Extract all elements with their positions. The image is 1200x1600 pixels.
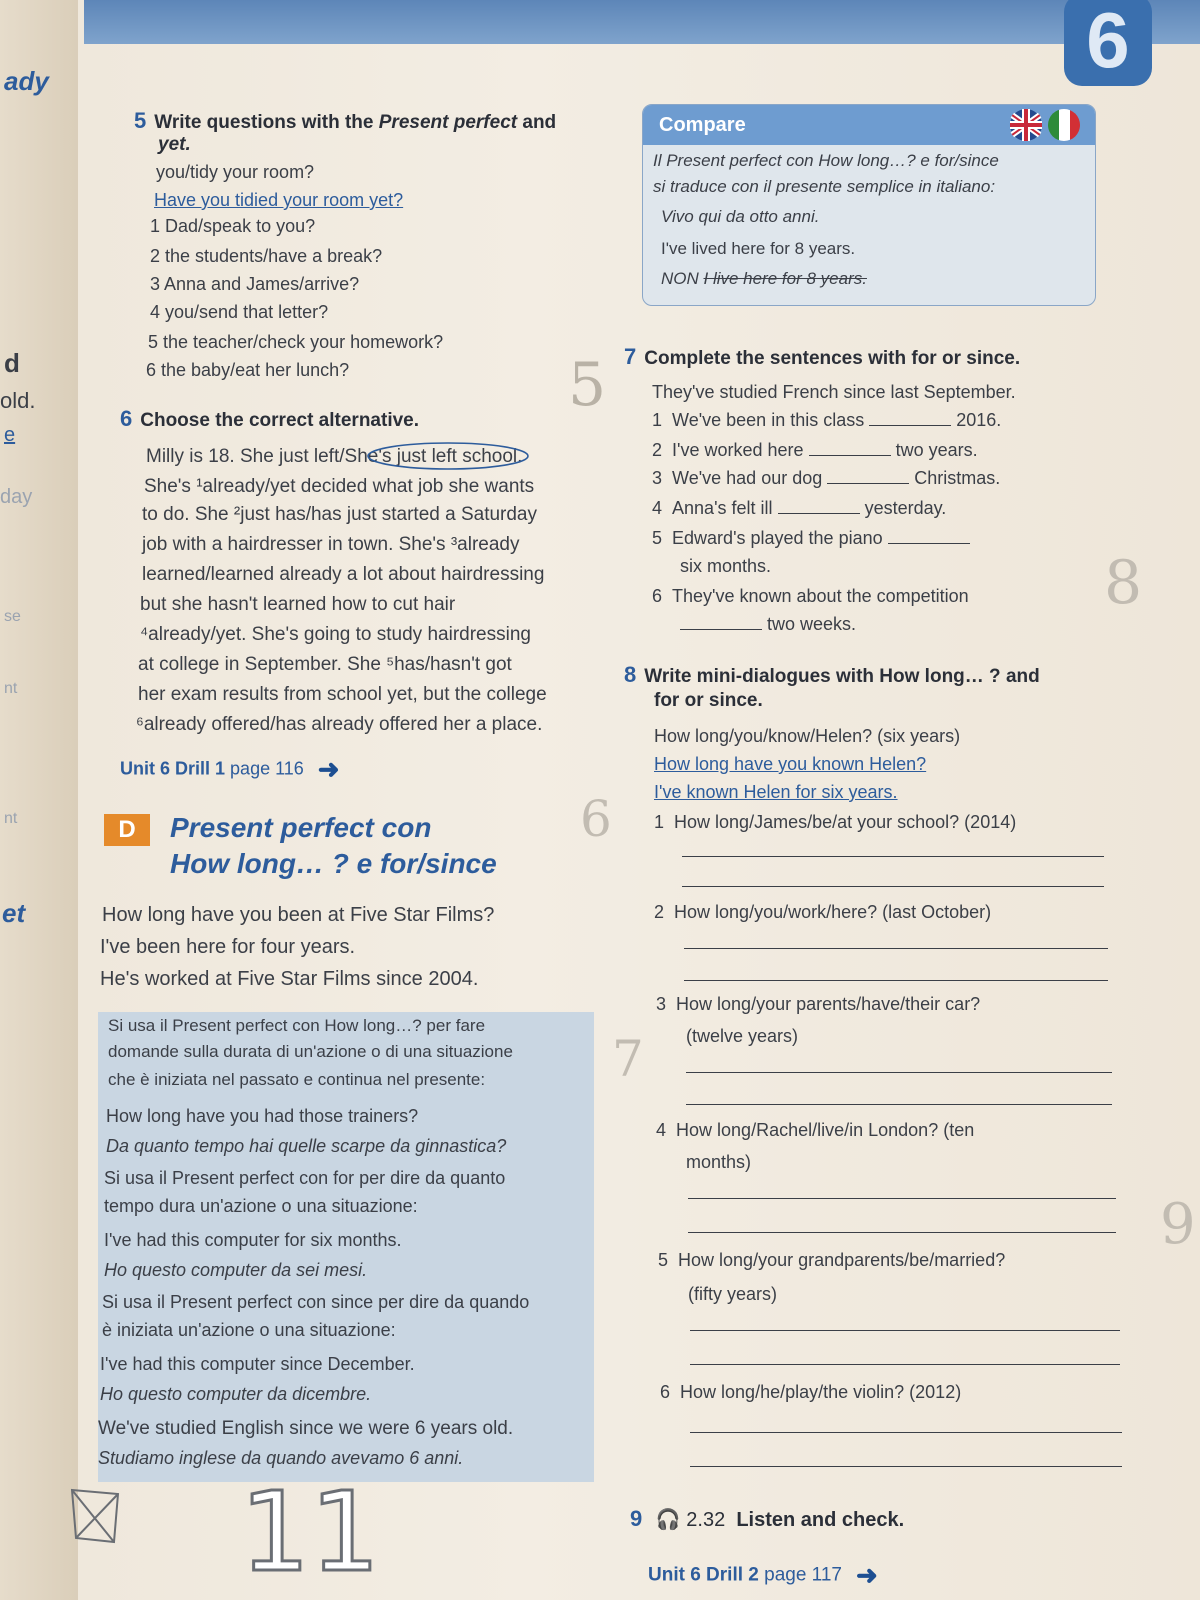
fill-blank — [869, 411, 951, 426]
section-d-title: Present perfect con — [170, 812, 432, 843]
margin-fragment: se — [4, 608, 21, 625]
exercise-5-title: 5 Write questions with the Present perfect and — [134, 108, 557, 133]
pencil-mark: 8 — [1104, 548, 1143, 618]
grammar-line: Si usa il Present perfect con for per dire da quanto — [104, 1168, 506, 1188]
ex7-item: 3 We've had our dog Christmas. — [652, 468, 1001, 488]
answer-line[interactable] — [688, 1198, 1116, 1199]
margin-fragment: ady — [4, 66, 49, 96]
compare-line: I've lived here for 8 years. — [661, 239, 856, 258]
answer-line[interactable] — [684, 980, 1108, 981]
answer-line[interactable] — [682, 886, 1104, 887]
ex8-item-cont: (twelve years) — [686, 1026, 799, 1046]
margin-fragment: et — [2, 898, 26, 928]
grammar-line: Ho questo computer da dicembre. — [100, 1384, 372, 1404]
answer-line[interactable] — [690, 1364, 1120, 1365]
ex7-item: 6 They've known about the competition — [652, 586, 969, 606]
answer-line[interactable] — [686, 1104, 1112, 1105]
compare-box — [642, 104, 1096, 306]
pencil-mark: 7 — [612, 1030, 644, 1088]
grammar-line: We've studied English since we were 6 years old. — [98, 1418, 514, 1439]
ex8-item: 1 How long/James/be/at your school? (2014) — [654, 812, 1017, 832]
margin-fragment: nt — [4, 680, 18, 697]
ex6-line: ⁶already offered/has already offered her a place. — [136, 714, 543, 735]
answer-line[interactable] — [690, 1466, 1122, 1467]
pencil-mark: 9 — [1160, 1192, 1196, 1257]
unit-badge: 6 — [1064, 0, 1152, 86]
grammar-line: Ho questo computer da sei mesi. — [104, 1260, 368, 1280]
answer-line[interactable] — [690, 1330, 1120, 1331]
ex7-item: 1 We've been in this class 2016. — [652, 410, 1002, 430]
answer-line[interactable] — [684, 948, 1108, 949]
exercise-8-title: 8 Write mini-dialogues with How long… ? and — [624, 662, 1040, 687]
answer-line[interactable] — [688, 1232, 1116, 1233]
exercise-5-title-cont: yet. — [158, 134, 191, 155]
grammar-line: domande sulla durata di un'azione o di una situazione — [108, 1042, 513, 1061]
exercise-7-title: 7 Complete the sentences with for or since. — [624, 344, 1021, 369]
pencil-mark: 6 — [580, 790, 612, 848]
ex6-line: at college in September. She ⁵has/hasn't got — [138, 654, 512, 675]
ex5-item: 3 Anna and James/arrive? — [150, 274, 360, 294]
uk-flag-icon — [1009, 108, 1043, 142]
grammar-line: tempo dura un'azione o una situazione: — [104, 1196, 418, 1216]
answer-line[interactable] — [682, 856, 1104, 857]
ex7-item-cont: two weeks. — [680, 614, 856, 635]
grammar-line: Si usa il Present perfect con since per dire da quando — [102, 1292, 530, 1312]
ex7-item: 5 Edward's played the piano — [652, 528, 970, 549]
ex7-item: 4 Anna's felt ill yesterday. — [652, 498, 947, 518]
ex8-item: 3 How long/your parents/have/their car? — [656, 994, 981, 1014]
section-d-badge: D — [104, 814, 150, 846]
italy-flag-icon — [1047, 108, 1081, 142]
ex5-example-answer: Have you tidied your room yet? — [154, 190, 404, 210]
ex5-item: 4 you/send that letter? — [150, 302, 329, 322]
exercise-6-title: 6 Choose the correct alternative. — [120, 406, 420, 431]
ex8-item: 6 How long/he/play/the violin? (2012) — [660, 1382, 962, 1402]
section-d-example: How long have you been at Five Star Films? — [102, 904, 495, 926]
compare-line: Il Present perfect con How long…? e for/since — [653, 151, 999, 170]
pencil-doodle — [68, 1484, 124, 1548]
margin-fragment: day — [0, 486, 33, 508]
ex5-item: 2 the students/have a break? — [150, 246, 383, 266]
grammar-line: I've had this computer since December. — [100, 1354, 415, 1374]
ex6-line: her exam results from school yet, but the college — [138, 684, 547, 705]
grammar-line: I've had this computer for six months. — [104, 1230, 402, 1250]
drill-1-link[interactable]: Unit 6 Drill 1 page 116 ➜ — [120, 754, 340, 784]
grammar-line: Da quanto tempo hai quelle scarpe da ginnastica? — [106, 1136, 507, 1156]
arrow-right-icon: ➜ — [855, 1560, 878, 1590]
ex8-item-cont: months) — [686, 1152, 752, 1172]
ex7-item: 2 I've worked here two years. — [652, 440, 978, 460]
ex6-line: job with a hairdresser in town. She's ³already — [142, 534, 520, 555]
ex5-item: 6 the baby/eat her lunch? — [146, 360, 350, 380]
exercise-8-title-cont: for or since. — [654, 690, 763, 711]
grammar-line: How long have you had those trainers? — [106, 1106, 419, 1126]
pencil-mark: 11 — [240, 1468, 380, 1596]
arrow-right-icon: ➜ — [317, 754, 340, 784]
pencil-mark: 5 — [568, 350, 607, 420]
ex5-item: 5 the teacher/check your homework? — [148, 332, 444, 352]
ex8-example-answer: I've known Helen for six years. — [654, 782, 898, 802]
fill-blank — [888, 529, 970, 544]
ex7-example: They've studied French since last September. — [652, 382, 1016, 402]
drill-2-link[interactable]: Unit 6 Drill 2 page 117 ➜ — [648, 1560, 878, 1590]
ex8-item: 2 How long/you/work/here? (last October) — [654, 902, 992, 922]
exercise-9-title: 9 🎧 2.32 Listen and check. — [630, 1506, 905, 1531]
ex6-line: learned/learned already a lot about hairdressing — [142, 564, 545, 585]
ex5-example-prompt: you/tidy your room? — [156, 162, 315, 182]
ex8-example-question: How long have you known Helen? — [654, 754, 927, 774]
compare-line: si traduce con il presente semplice in italiano: — [653, 177, 996, 196]
compare-line: NON I live here for 8 years. — [661, 269, 867, 288]
pen-circle-mark — [364, 440, 532, 472]
section-d-title-cont: How long… ? e for/since — [170, 848, 497, 879]
section-d-example: I've been here for four years. — [100, 936, 356, 958]
headphones-icon: 🎧 — [655, 1509, 681, 1531]
ex6-line: Milly is 18. She just left/She's just left school. — [146, 446, 523, 467]
ex7-item-cont: six months. — [680, 556, 772, 576]
margin-fragment: e — [4, 424, 16, 446]
answer-line[interactable] — [686, 1072, 1112, 1073]
grammar-line: Si usa il Present perfect con How long…? per fare — [108, 1016, 486, 1035]
compare-title: Compare — [643, 105, 1095, 145]
header-band — [84, 0, 1200, 44]
ex5-item: 1 Dad/speak to you? — [150, 216, 316, 236]
margin-fragment: d — [4, 348, 20, 378]
previous-page-edge — [0, 0, 84, 1600]
margin-fragment: nt — [4, 810, 18, 827]
ex6-line: but she hasn't learned how to cut hair — [140, 594, 456, 615]
grammar-line: Studiamo inglese da quando avevamo 6 anni. — [98, 1448, 464, 1468]
margin-fragment: old. — [0, 388, 36, 413]
grammar-line: è iniziata un'azione o una situazione: — [102, 1320, 396, 1340]
ex6-line: She's ¹already/yet decided what job she wants — [144, 476, 535, 497]
ex8-item-cont: (fifty years) — [688, 1284, 778, 1304]
fill-blank — [778, 499, 860, 514]
ex8-item: 4 How long/Rachel/live/in London? (ten — [656, 1120, 975, 1140]
fill-blank — [680, 615, 762, 630]
ex6-line: ⁴already/yet. She's going to study hairdressing — [140, 624, 531, 645]
ex6-line: to do. She ²just has/has just started a Saturday — [142, 504, 538, 525]
section-d-example: He's worked at Five Star Films since 2004. — [100, 968, 479, 990]
ex8-item: 5 How long/your grandparents/be/married? — [658, 1250, 1006, 1270]
compare-line: Vivo qui da otto anni. — [661, 207, 820, 226]
grammar-line: che è iniziata nel passato e continua nel presente: — [108, 1070, 486, 1089]
fill-blank — [809, 441, 891, 456]
fill-blank — [827, 469, 909, 484]
ex8-example-prompt: How long/you/know/Helen? (six years) — [654, 726, 961, 746]
answer-line[interactable] — [690, 1432, 1122, 1433]
